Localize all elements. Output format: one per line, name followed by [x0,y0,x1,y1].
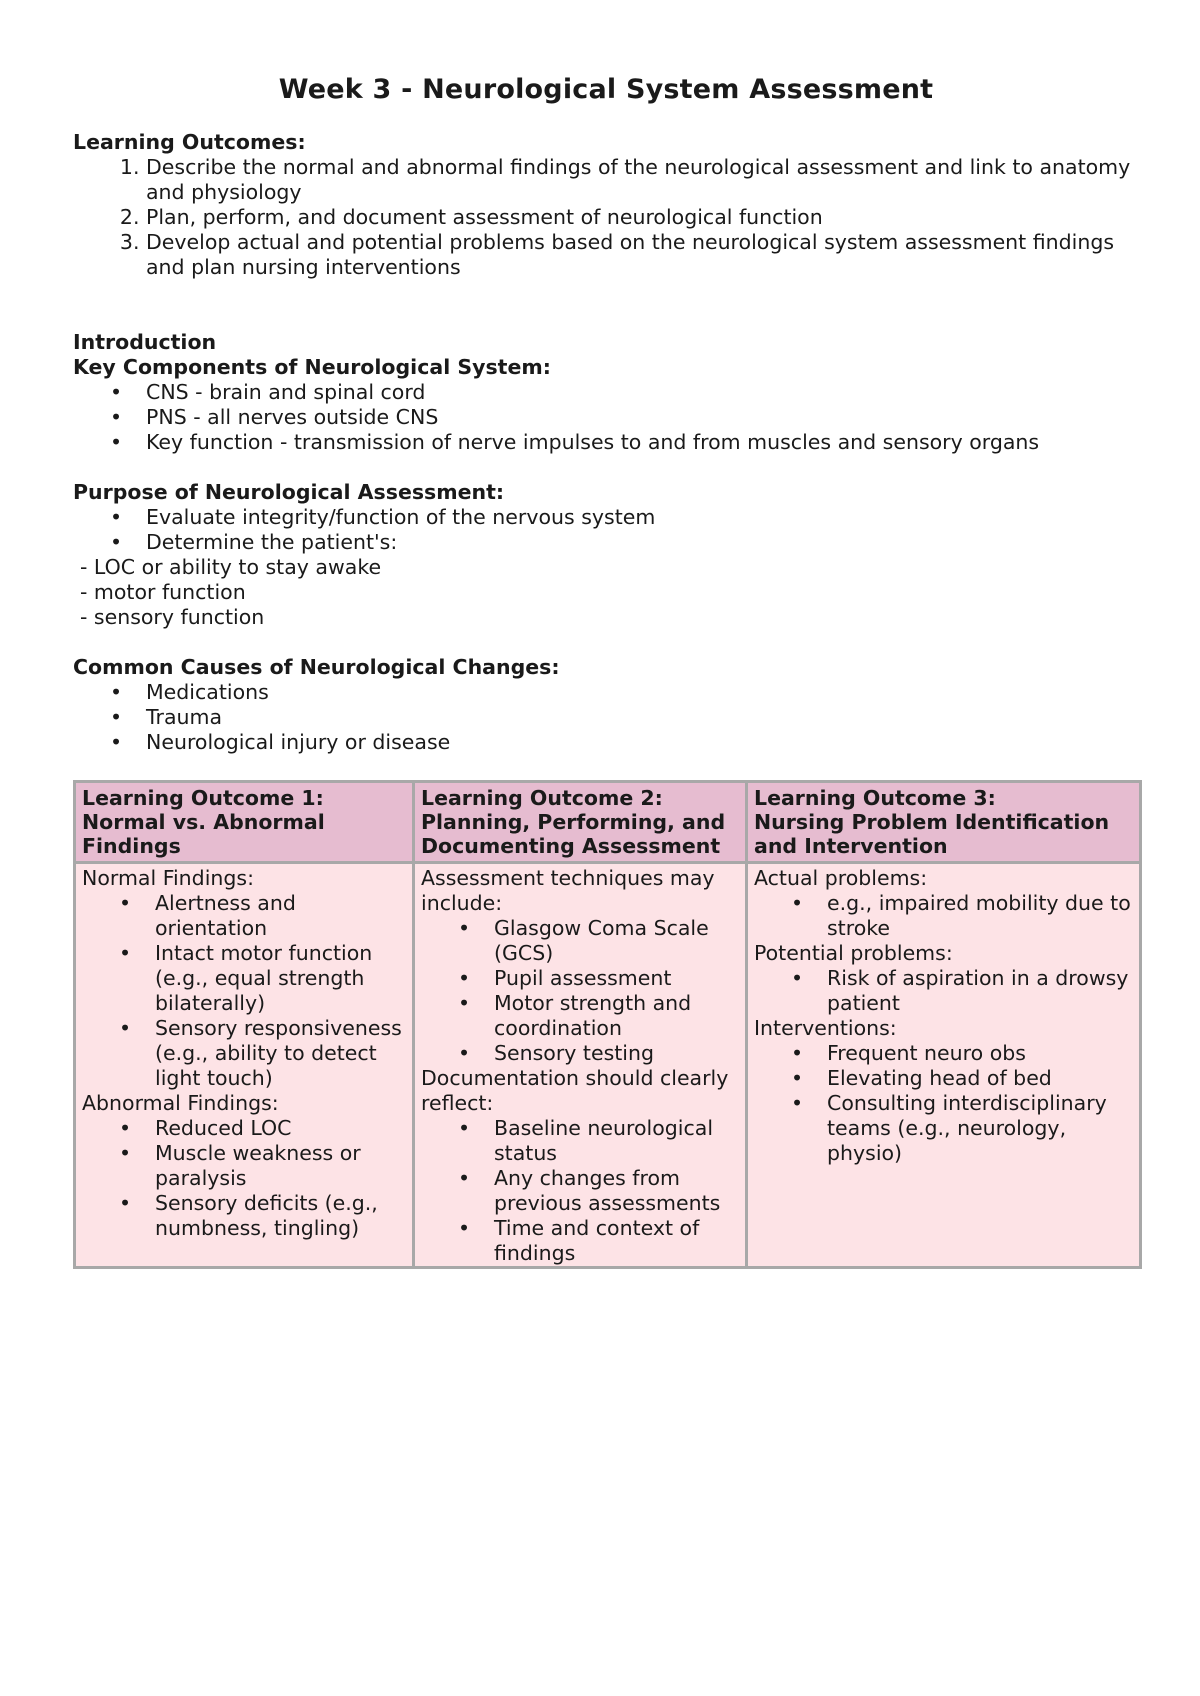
learning-outcomes-heading: Learning Outcomes: [73,130,306,154]
header-outcome-number: Learning Outcome 3: [754,786,996,810]
cause-item: • Neurological injury or disease [146,730,1139,755]
table-header-cell [414,782,747,863]
document-page [73,70,1139,1269]
abnormal-findings-label: Abnormal Findings: [82,1091,279,1115]
list-item: • Frequent neuro obs [827,1041,1133,1066]
table-row [75,863,1141,1268]
normal-findings-list [82,891,406,1091]
list-item: • Any changes from previous assessments [494,1166,739,1216]
techniques-list [421,916,739,1066]
key-component-item: • Key function - transmission of nerve impulses to and from muscles and sensory organs [146,430,1139,455]
purpose-sub-item: - sensory function [80,605,265,629]
table-header-row [75,782,1141,863]
list-item: • Risk of aspiration in a drowsy patient [827,966,1133,1016]
purpose-item: • Determine the patient's: [146,530,1139,555]
interventions-list [754,1041,1133,1166]
potential-problems-label: Potential problems: [754,941,953,965]
key-components-list [73,380,1139,455]
list-item: • Baseline neurological status [494,1116,739,1166]
list-item: • Sensory deficits (e.g., numbness, tingling) [155,1191,406,1241]
list-item: • Alertness and orientation [155,891,406,941]
list-item: • Intact motor function (e.g., equal strength bilaterally) [155,941,406,1016]
techniques-label: Assessment techniques may include: [421,866,715,915]
list-item: • Muscle weakness or paralysis [155,1141,406,1191]
learning-outcomes-list [73,155,1139,280]
table-cell-outcome-1 [75,863,414,1268]
key-component-item: • CNS - brain and spinal cord [146,380,1139,405]
list-item: • Consulting interdisciplinary teams (e.g., neurology, physio) [827,1091,1133,1166]
causes-heading: Common Causes of Neurological Changes: [73,655,560,679]
table-header-cell [75,782,414,863]
header-outcome-title: Planning, Performing, and Documenting Assessment [421,810,726,858]
learning-outcomes-table [73,780,1142,1269]
actual-problems-label: Actual problems: [754,866,928,890]
document-title: Week 3 - Neurological System Assessment [278,74,934,105]
purpose-list [73,505,1139,555]
table-cell-outcome-3 [747,863,1141,1268]
table-header-cell [747,782,1141,863]
list-item: • Elevating head of bed [827,1066,1133,1091]
header-outcome-number: Learning Outcome 2: [421,786,663,810]
abnormal-findings-list [82,1116,406,1241]
list-item: • Sensory responsiveness (e.g., ability to detect light touch) [155,1016,406,1091]
list-item: • e.g., impaired mobility due to stroke [827,891,1133,941]
cause-item: • Medications [146,680,1139,705]
list-item: • Reduced LOC [155,1116,406,1141]
list-item: • Glasgow Coma Scale (GCS) [494,916,739,966]
purpose-sub-item: - LOC or ability to stay awake [80,555,382,579]
learning-outcome-item: 2. Plan, perform, and document assessment of neurological function [146,205,1139,230]
interventions-label: Interventions: [754,1016,897,1040]
causes-list [73,680,1139,755]
header-outcome-number: Learning Outcome 1: [82,786,324,810]
list-item: • Sensory testing [494,1041,739,1066]
learning-outcome-item: 1. Describe the normal and abnormal findings of the neurological assessment and link to anatomy and physiology [146,155,1139,205]
cause-item: • Trauma [146,705,1139,730]
table-cell-outcome-2 [414,863,747,1268]
purpose-heading: Purpose of Neurological Assessment: [73,480,505,504]
list-item: • Pupil assessment [494,966,739,991]
key-components-heading: Key Components of Neurological System: [73,355,551,379]
normal-findings-label: Normal Findings: [82,866,254,890]
key-component-item: • PNS - all nerves outside CNS [146,405,1139,430]
actual-problems-list [754,891,1133,941]
purpose-item: • Evaluate integrity/function of the nervous system [146,505,1139,530]
purpose-sub-item: - motor function [80,580,246,604]
documentation-list [421,1116,739,1266]
potential-problems-list [754,966,1133,1016]
header-outcome-title: Nursing Problem Identification and Intervention [754,810,1110,858]
documentation-label: Documentation should clearly reflect: [421,1066,729,1115]
list-item: • Motor strength and coordination [494,991,739,1041]
introduction-heading: Introduction [73,330,217,354]
list-item: • Time and context of findings [494,1216,739,1266]
learning-outcome-item: 3. Develop actual and potential problems based on the neurological system assessment findings and plan nursing interventions [146,230,1139,280]
header-outcome-title: Normal vs. Abnormal Findings [82,810,325,858]
